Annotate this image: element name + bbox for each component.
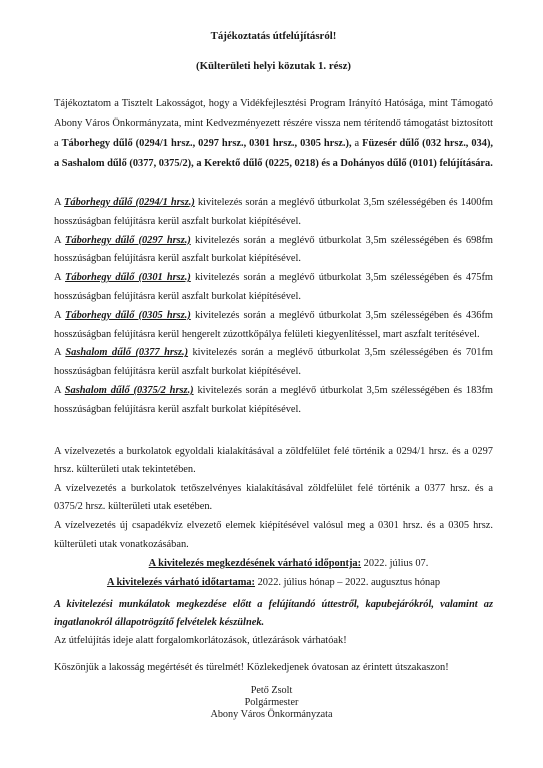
drainage-paragraph: A vízelvezetés új csapadékvíz elvezető elemek kiépítésével valósul meg a 0301 hrsz. és a 0305 hrsz. külterületi utak vonatkozásában. bbox=[54, 519, 493, 550]
road-item-text: kivitelezés során a meglévő útburkolat 3,5m szélességében és 698fm hosszúságban felújításra kerül aszfalt burkolat kiépítésével. bbox=[54, 234, 494, 265]
thanks-note: Köszönjük a lakosság megértését és türelmét! Közlekedjenek óvatosan az érintett útszakaszon! bbox=[54, 662, 449, 674]
road-item bbox=[54, 194, 493, 232]
road-item-prefix: A bbox=[54, 347, 66, 359]
road-item-prefix: A bbox=[54, 272, 66, 284]
completion-date-label: A kivitelezés megkezdésének várható időpontja: bbox=[148, 558, 362, 570]
road-item-ref: Táborhegy dűlő (0301 hrsz.) bbox=[65, 272, 191, 284]
document-subtitle: (Külterületi helyi közutak 1. rész) bbox=[195, 60, 352, 72]
road-item-prefix: A bbox=[54, 384, 65, 396]
road-item-text: kivitelezés során a meglévő útburkolat 3,5m szélességében és 1400fm hosszúságban felújításra kerül aszfalt burkolat kiépítésével. bbox=[54, 197, 493, 227]
drainage-paragraph: A vízelvezetés a burkolatok tetőszelvényes kialakításával zöldfelület felé történik a 0377 hrsz. és a 0375/2 hrsz. külterületi utak esetében. bbox=[54, 482, 493, 513]
road-item bbox=[54, 269, 493, 307]
completion-date-value: 2022. július 07. bbox=[361, 558, 429, 570]
road-item-text: kivitelezés során a meglévő útburkolat 3,5m szélességében és 436fm hosszúságban felújításra kerül hengerelt zúzottkőpálya felületi kiegyenlítéssel, mart aszfalt terítésével. bbox=[54, 309, 494, 340]
road-items-list bbox=[54, 194, 493, 420]
intro-text-1: Tájékoztatom a Tisztelt Lakosságot, hogy a Vidékfejlesztési Program Irányító Hatósága, mint Támogató Abony Város Önkormányzata, mint Kedvezményezett részére vissza nem térítendő támogatást biztosított a bbox=[54, 98, 493, 149]
drainage-paragraph: A vízelvezetés a burkolatok egyoldali kialakításával a zöldfelület felé történik a 0294/1 hrsz. és a 0297 hrsz. külterületi utak tekintetében. bbox=[54, 445, 493, 476]
road-item-ref: Táborhegy dűlő (0297 hrsz.) bbox=[65, 234, 191, 246]
road-item-ref: Sashalom dűlő (0377 hrsz.) bbox=[65, 347, 189, 359]
road-item-text: kivitelezés során a meglévő útburkolat 3,5m szélességében és 183fm hosszúságban felújításra kerül aszfalt burkolat kiépítésével. bbox=[54, 384, 494, 415]
road-item bbox=[54, 382, 493, 420]
duration-line bbox=[54, 573, 493, 592]
intro-text-2: a bbox=[351, 138, 363, 149]
road-item-ref: Táborhegy dűlő (0305 hrsz.) bbox=[65, 309, 191, 321]
signature-block bbox=[0, 685, 543, 721]
road-item-prefix: A bbox=[54, 197, 65, 208]
duration-label: A kivitelezés várható időtartama: bbox=[106, 577, 256, 589]
inspection-notice: A kivitelezési munkálatok megkezdése előtt a felújítandó úttestről, kapubejárókról, valamint az ingatlanokról állapotrögzítő felvételek készülnek. bbox=[54, 599, 493, 629]
road-item-prefix: A bbox=[54, 309, 66, 321]
road-item-text: kivitelezés során a meglévő útburkolat 3,5m szélességében és 701fm hosszúságban felújításra kerül aszfalt burkolat kiépítésével. bbox=[54, 347, 493, 378]
drainage-section bbox=[54, 443, 493, 555]
intro-bold-1: Táborhegy dűlő (0294/1 hrsz., 0297 hrsz., 0301 hrsz., 0305 hrsz.), bbox=[61, 138, 352, 149]
road-item bbox=[54, 232, 493, 270]
completion-date-line bbox=[54, 554, 493, 573]
document-title: Tájékoztatás útfelújításról! bbox=[210, 30, 337, 42]
intro-paragraph bbox=[54, 94, 493, 174]
road-item-prefix: A bbox=[54, 234, 66, 246]
intro-bold-2: Füzesér dűlő (032 hrsz., 034), a Sashalom dűlő (0377, 0375/2), a Kerektő dűlő (0225, 0218) és a Dohányos dűlő (0101) felújítására. bbox=[54, 138, 494, 169]
road-item-ref: Táborhegy dűlő (0294/1 hrsz.) bbox=[64, 197, 195, 208]
road-item-ref: Sashalom dűlő (0375/2 hrsz.) bbox=[64, 384, 194, 396]
duration-value: 2022. július hónap – 2022. augusztus hónap bbox=[255, 577, 441, 589]
signature-org: Abony Város Önkormányzata bbox=[210, 709, 333, 720]
road-item bbox=[54, 344, 493, 382]
dates-section bbox=[54, 554, 493, 592]
signature-role: Polgármester bbox=[244, 697, 299, 708]
road-item-text: kivitelezés során a meglévő útburkolat 3,5m szélességében és 475fm hosszúságban felújításra kerül aszfalt burkolat kiépítésével. bbox=[54, 272, 494, 302]
signature-name: Pető Zsolt bbox=[250, 685, 293, 696]
road-item bbox=[54, 307, 493, 345]
traffic-notice: Az útfelújítás ideje alatt forgalomkorlátozások, útlezárások várhatóak! bbox=[54, 635, 347, 647]
